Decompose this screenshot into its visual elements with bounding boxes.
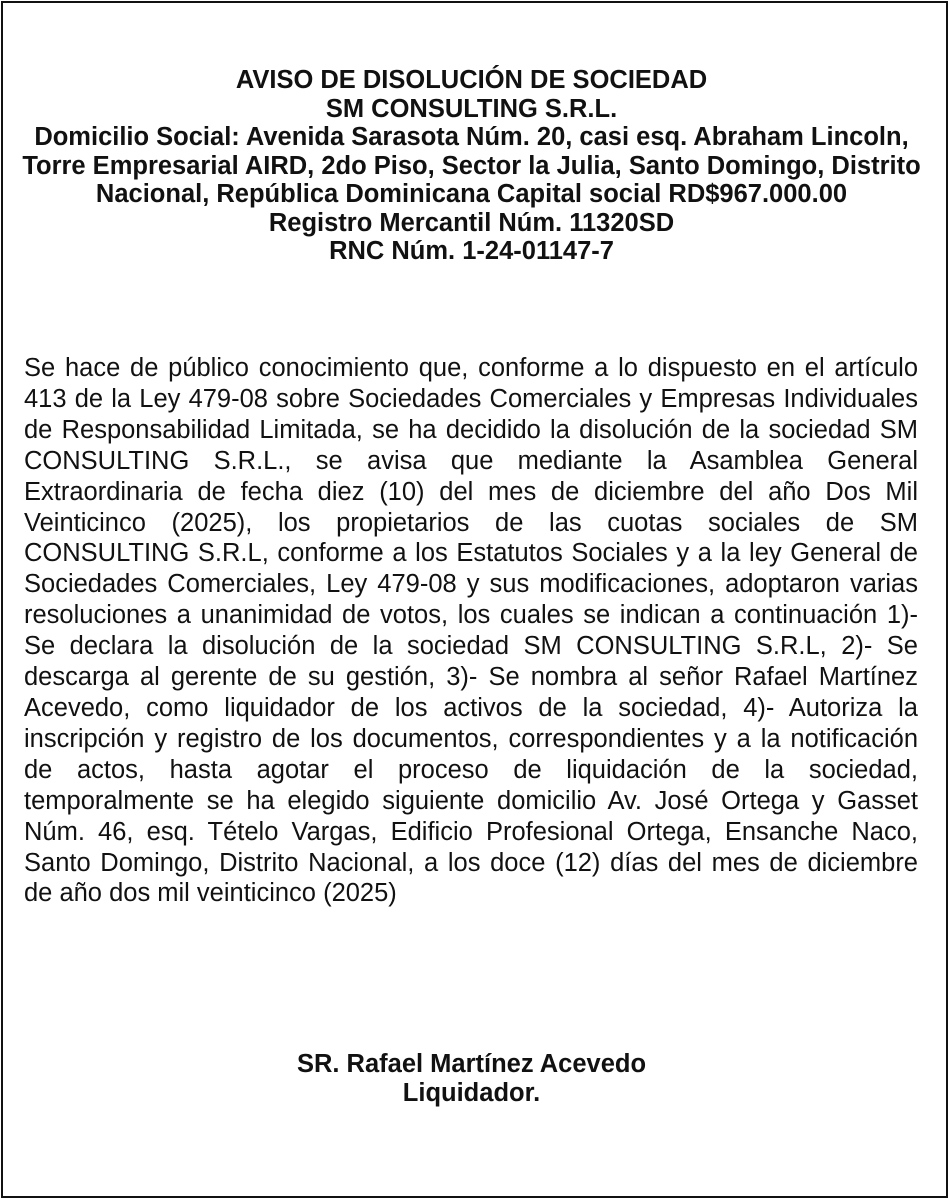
- signatory-role: Liquidador.: [402, 1079, 541, 1107]
- signature-block: [20, 1050, 923, 1108]
- notice-body: Se hace de público conocimiento que, conforme a lo dispuesto en el artículo 413 de la Ley 479-08 sobre Sociedades Comerciales y Empresas Individuales de Responsabilidad Limitada, se ha decidido la disolución de la sociedad SM CONSULTING S.R.L., se avisa que mediante la Asamblea General Extraordinaria de fecha diez (10) del mes de diciembre del año Dos Mil Veinticinco (2025), los propietarios de las cuotas sociales de SM CONSULTING S.R.L, conforme a los Estatutos Sociales y a la ley General de Sociedades Comerciales, Ley 479-08 y sus modificaciones, adoptaron varias resoluciones a unanimidad de votos, los cuales se indican a continuación 1)- Se declara la disolución de la sociedad SM CONSULTING S.R.L, 2)- Se descarga al gerente de su gestión, 3)- Se nombra al señor Rafael Martínez Acevedo, como liquidador de los activos de la sociedad, 4)- Autoriza la inscripción y registro de los documentos, correspondientes y a la notificación de actos, hasta agotar el proceso de liquidación de la sociedad, temporalmente se ha elegido siguiente domicilio Av. José Ortega y Gasset Núm. 46, esq. Tételo Vargas, Edificio Profesional Ortega, Ensanche Naco, Santo Domingo, Distrito Nacional, a los doce (12) días del mes de diciembre de año dos mil veinticinco (2025): [24, 354, 918, 908]
- domicile-line-2: Torre Empresarial AIRD, 2do Piso, Sector la Julia, Santo Domingo, Distrito Nacional, República Dominicana Capital social RD$967.000.00: [22, 151, 921, 208]
- domicile-line-1: Domicilio Social: Avenida Sarasota Núm. 20, casi esq. Abraham Lincoln,: [34, 123, 909, 151]
- company-name: SM CONSULTING S.R.L.: [325, 94, 618, 123]
- signatory-name: SR. Rafael Martínez Acevedo: [296, 1050, 647, 1078]
- notice-header: [20, 66, 923, 266]
- notice-title: AVISO DE DISOLUCIÓN DE SOCIEDAD: [235, 66, 708, 94]
- mercantile-registry: Registro Mercantil Núm. 11320SD: [268, 208, 675, 237]
- rnc-number: RNC Núm. 1-24-01147-7: [329, 237, 614, 265]
